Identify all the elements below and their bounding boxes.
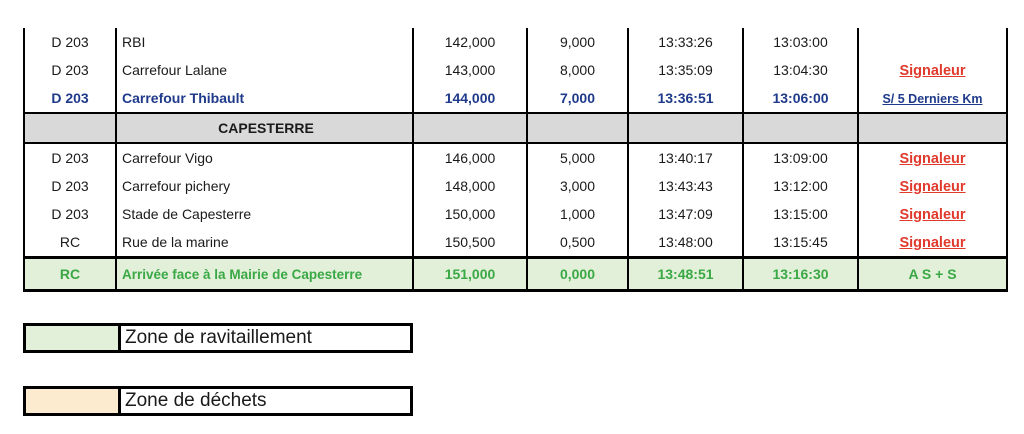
remaining-cell: 0,000 [527,258,628,291]
legend-label: Zone de ravitaillement [125,327,312,348]
section-title: CAPESTERRE [116,113,413,143]
signaleur-link[interactable]: Signaleur [899,234,966,251]
remaining-cell: 7,000 [527,84,628,113]
road-cell: RC [24,258,116,291]
signaleur-link[interactable]: Signaleur [899,178,966,195]
km-cell: 150,500 [413,228,527,258]
section-empty-cell [743,113,858,143]
remaining-cell: 8,000 [527,56,628,84]
table-row [24,228,1007,258]
time-fast-cell: 13:33:26 [628,28,743,56]
time-slow-cell: 13:12:00 [743,172,858,200]
legend-dechets [23,386,413,416]
time-fast-cell: 13:40:17 [628,143,743,172]
km-cell: 142,000 [413,28,527,56]
km-cell: 146,000 [413,143,527,172]
note-cell [858,56,1007,84]
time-fast-cell: 13:35:09 [628,56,743,84]
section-empty-cell [628,113,743,143]
note-cell [858,28,1007,56]
road-cell: D 203 [24,84,116,113]
table-row [24,200,1007,228]
time-slow-cell: 13:15:00 [743,200,858,228]
time-slow-cell: 13:06:00 [743,84,858,113]
table-row [24,28,1007,56]
signaleur-link[interactable]: Signaleur [899,150,966,167]
table-row [24,143,1007,172]
remaining-cell: 3,000 [527,172,628,200]
remaining-cell: 1,000 [527,200,628,228]
time-slow-cell: 13:16:30 [743,258,858,291]
time-slow-cell: 13:15:45 [743,228,858,258]
note-cell: A S + S [858,258,1007,291]
remaining-cell: 9,000 [527,28,628,56]
dechets-swatch [26,389,121,413]
remaining-cell: 5,000 [527,143,628,172]
time-slow-cell: 13:09:00 [743,143,858,172]
section-road-cell [24,113,116,143]
section-empty-cell [858,113,1007,143]
section-row [24,113,1007,143]
note-cell [858,143,1007,172]
road-cell: RC [24,228,116,258]
time-fast-cell: 13:43:43 [628,172,743,200]
table-row [24,56,1007,84]
km-cell: 143,000 [413,56,527,84]
road-cell: D 203 [24,200,116,228]
legend-label: Zone de déchets [125,390,267,411]
road-cell: D 203 [24,56,116,84]
ravitaillement-swatch [26,326,121,350]
section-empty-cell [413,113,527,143]
signaleur-link[interactable]: Signaleur [899,62,966,79]
place-cell: Rue de la marine [116,228,413,258]
time-slow-cell: 13:04:30 [743,56,858,84]
road-cell: D 203 [24,28,116,56]
place-cell: RBI [116,28,413,56]
place-cell: Arrivée face à la Mairie de Capesterre [116,258,413,291]
place-cell: Stade de Capesterre [116,200,413,228]
time-fast-cell: 13:48:51 [628,258,743,291]
km-cell: 151,000 [413,258,527,291]
note-cell [858,228,1007,258]
time-slow-cell: 13:03:00 [743,28,858,56]
section-empty-cell [527,113,628,143]
time-fast-cell: 13:47:09 [628,200,743,228]
place-cell: Carrefour pichery [116,172,413,200]
road-cell: D 203 [24,143,116,172]
km-cell: 150,000 [413,200,527,228]
road-cell: D 203 [24,172,116,200]
legend-ravitaillement [23,323,413,353]
km-cell: 144,000 [413,84,527,113]
note-cell [858,200,1007,228]
table-row [24,172,1007,200]
arrival-row [24,258,1007,291]
itinerary-table [23,28,1008,292]
km-cell: 148,000 [413,172,527,200]
signaleur-link[interactable]: Signaleur [899,206,966,223]
derniers-km-link[interactable]: S/ 5 Derniers Km [882,92,983,106]
time-fast-cell: 13:48:00 [628,228,743,258]
note-cell [858,84,1007,113]
note-cell [858,172,1007,200]
place-cell: Carrefour Lalane [116,56,413,84]
table-row [24,84,1007,113]
place-cell: Carrefour Vigo [116,143,413,172]
time-fast-cell: 13:36:51 [628,84,743,113]
place-cell: Carrefour Thibault [116,84,413,113]
remaining-cell: 0,500 [527,228,628,258]
